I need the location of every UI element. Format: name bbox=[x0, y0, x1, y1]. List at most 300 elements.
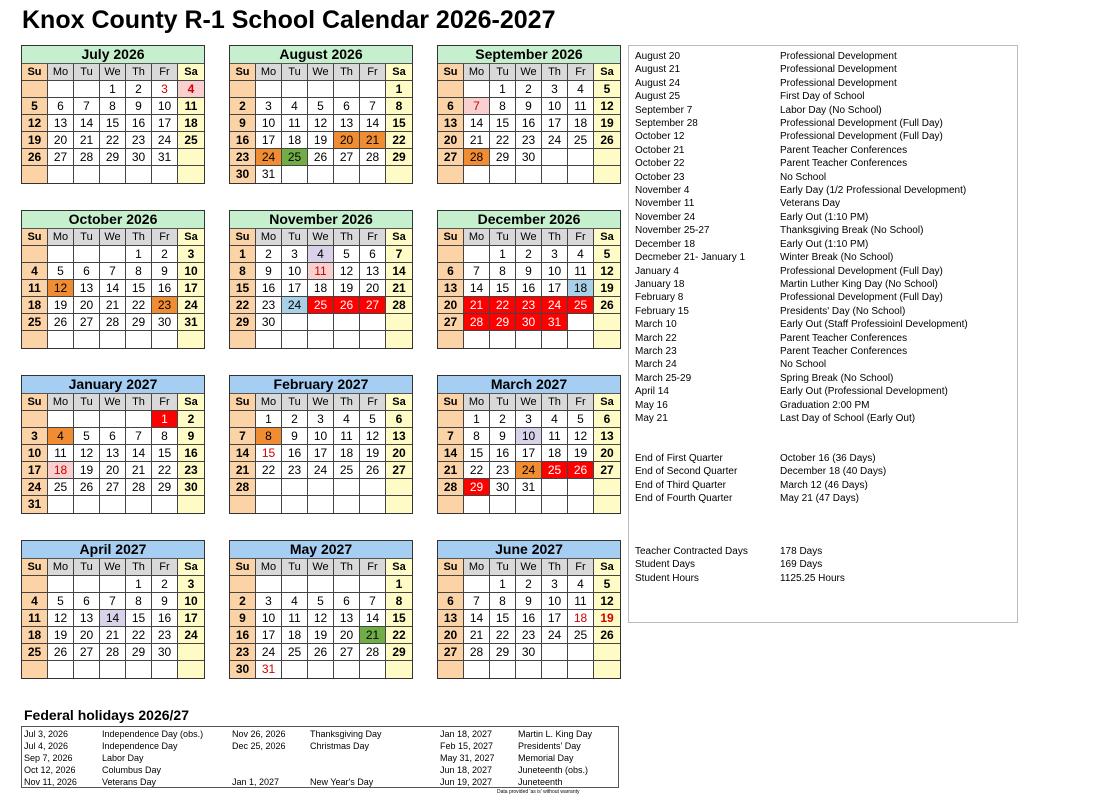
day-cell: 7 bbox=[386, 246, 412, 263]
day-cell: 12 bbox=[594, 593, 620, 610]
weekday-header: Fr bbox=[568, 394, 594, 411]
day-cell: 23 bbox=[230, 149, 256, 166]
empty-cell bbox=[48, 81, 74, 98]
empty-cell bbox=[334, 331, 360, 348]
day-cell: 4 bbox=[22, 593, 48, 610]
empty-cell bbox=[308, 314, 334, 331]
total-row: Student Days 169 Days bbox=[635, 559, 823, 571]
day-cell: 19 bbox=[594, 610, 620, 627]
empty-cell bbox=[308, 331, 334, 348]
day-cell: 12 bbox=[568, 428, 594, 445]
month-title: May 2027 bbox=[230, 541, 412, 559]
federal-holiday-name: Juneteenth bbox=[518, 777, 563, 787]
month-calendar bbox=[437, 540, 621, 679]
day-cell: 26 bbox=[308, 149, 334, 166]
empty-cell bbox=[542, 496, 568, 513]
weekday-header: Mo bbox=[256, 394, 282, 411]
day-cell: 15 bbox=[126, 280, 152, 297]
month-calendar bbox=[229, 540, 413, 679]
day-cell: 19 bbox=[360, 445, 386, 462]
day-cell: 17 bbox=[516, 445, 542, 462]
empty-cell bbox=[22, 81, 48, 98]
day-cell: 29 bbox=[152, 479, 178, 496]
weekday-header: Mo bbox=[48, 229, 74, 246]
month-calendar bbox=[21, 210, 205, 349]
day-cell: 13 bbox=[48, 115, 74, 132]
day-cell: 22 bbox=[230, 297, 256, 314]
day-cell: 1 bbox=[100, 81, 126, 98]
day-cell: 25 bbox=[22, 644, 48, 661]
day-cell: 3 bbox=[542, 81, 568, 98]
weekday-header: Su bbox=[438, 394, 464, 411]
day-cell: 26 bbox=[48, 644, 74, 661]
empty-cell bbox=[386, 479, 412, 496]
day-cell: 30 bbox=[230, 661, 256, 678]
empty-cell bbox=[230, 81, 256, 98]
day-cell: 8 bbox=[230, 263, 256, 280]
day-cell: 6 bbox=[100, 428, 126, 445]
day-cell: 16 bbox=[230, 627, 256, 644]
day-cell: 13 bbox=[360, 263, 386, 280]
day-cell: 27 bbox=[100, 479, 126, 496]
day-cell: 18 bbox=[334, 445, 360, 462]
day-cell: 8 bbox=[490, 263, 516, 280]
empty-cell bbox=[542, 331, 568, 348]
empty-cell bbox=[74, 661, 100, 678]
weekday-header: Th bbox=[542, 229, 568, 246]
weekday-header: Mo bbox=[48, 559, 74, 576]
day-cell: 31 bbox=[516, 479, 542, 496]
total-row: Student Hours 1125.25 Hours bbox=[635, 572, 845, 584]
weekday-header: Sa bbox=[594, 229, 620, 246]
day-cell: 4 bbox=[22, 263, 48, 280]
weekday-header: Tu bbox=[490, 559, 516, 576]
day-cell: 28 bbox=[464, 314, 490, 331]
day-cell: 15 bbox=[126, 610, 152, 627]
day-cell: 4 bbox=[542, 411, 568, 428]
month-calendar bbox=[229, 210, 413, 349]
empty-cell bbox=[152, 331, 178, 348]
weekday-header: Fr bbox=[360, 229, 386, 246]
weekday-header: Fr bbox=[152, 229, 178, 246]
day-cell: 7 bbox=[360, 593, 386, 610]
day-cell: 4 bbox=[282, 98, 308, 115]
day-cell: 2 bbox=[152, 246, 178, 263]
empty-cell bbox=[308, 576, 334, 593]
day-cell: 22 bbox=[152, 462, 178, 479]
day-cell: 4 bbox=[568, 576, 594, 593]
day-cell: 28 bbox=[360, 149, 386, 166]
day-cell: 25 bbox=[282, 149, 308, 166]
day-cell: 4 bbox=[568, 246, 594, 263]
day-cell: 11 bbox=[282, 115, 308, 132]
federal-holidays-table bbox=[21, 726, 619, 788]
weekday-header: Tu bbox=[74, 229, 100, 246]
month-calendar bbox=[21, 375, 205, 514]
day-cell: 18 bbox=[282, 627, 308, 644]
day-cell: 27 bbox=[74, 644, 100, 661]
day-cell: 31 bbox=[22, 496, 48, 513]
weekday-header: Th bbox=[542, 394, 568, 411]
weekday-header: We bbox=[308, 229, 334, 246]
weekday-header: Th bbox=[126, 64, 152, 81]
day-cell: 16 bbox=[490, 445, 516, 462]
empty-cell bbox=[464, 661, 490, 678]
day-cell: 28 bbox=[438, 479, 464, 496]
day-cell: 7 bbox=[464, 593, 490, 610]
month-calendar bbox=[21, 45, 205, 184]
day-cell: 27 bbox=[74, 314, 100, 331]
day-cell: 22 bbox=[490, 297, 516, 314]
day-cell: 10 bbox=[152, 98, 178, 115]
day-cell: 26 bbox=[22, 149, 48, 166]
empty-cell bbox=[360, 479, 386, 496]
day-cell: 1 bbox=[126, 246, 152, 263]
empty-cell bbox=[360, 314, 386, 331]
empty-cell bbox=[22, 411, 48, 428]
weekday-header: Sa bbox=[386, 229, 412, 246]
day-cell: 17 bbox=[178, 280, 204, 297]
day-cell: 15 bbox=[386, 115, 412, 132]
empty-cell bbox=[568, 479, 594, 496]
weekday-header: Tu bbox=[74, 64, 100, 81]
day-cell: 13 bbox=[334, 610, 360, 627]
month-title: January 2027 bbox=[22, 376, 204, 394]
weekday-header: Sa bbox=[386, 559, 412, 576]
day-cell: 22 bbox=[256, 462, 282, 479]
event-row: August 20 Professional Development bbox=[635, 51, 897, 62]
empty-cell bbox=[178, 496, 204, 513]
day-cell: 5 bbox=[594, 576, 620, 593]
federal-holiday-name: Labor Day bbox=[102, 753, 144, 763]
day-cell: 17 bbox=[22, 462, 48, 479]
empty-cell bbox=[282, 331, 308, 348]
day-cell: 9 bbox=[230, 610, 256, 627]
day-cell: 9 bbox=[256, 263, 282, 280]
day-cell: 10 bbox=[542, 98, 568, 115]
day-cell: 26 bbox=[594, 627, 620, 644]
day-cell: 30 bbox=[256, 314, 282, 331]
day-cell: 14 bbox=[464, 610, 490, 627]
day-cell: 23 bbox=[178, 462, 204, 479]
day-cell: 1 bbox=[386, 576, 412, 593]
day-cell: 16 bbox=[516, 610, 542, 627]
empty-cell bbox=[22, 576, 48, 593]
weekday-header: Mo bbox=[464, 559, 490, 576]
empty-cell bbox=[48, 246, 74, 263]
day-cell: 19 bbox=[308, 627, 334, 644]
empty-cell bbox=[22, 331, 48, 348]
empty-cell bbox=[594, 496, 620, 513]
day-cell: 8 bbox=[386, 593, 412, 610]
empty-cell bbox=[360, 661, 386, 678]
day-cell: 24 bbox=[256, 149, 282, 166]
day-cell: 13 bbox=[594, 428, 620, 445]
weekday-header: Sa bbox=[594, 64, 620, 81]
day-cell: 1 bbox=[490, 576, 516, 593]
day-cell: 26 bbox=[334, 297, 360, 314]
weekday-header: We bbox=[516, 229, 542, 246]
day-cell: 5 bbox=[48, 593, 74, 610]
month-title: December 2026 bbox=[438, 211, 620, 229]
empty-cell bbox=[542, 166, 568, 183]
weekday-header: Fr bbox=[568, 64, 594, 81]
empty-cell bbox=[594, 314, 620, 331]
day-cell: 8 bbox=[490, 593, 516, 610]
weekday-header: Sa bbox=[386, 64, 412, 81]
weekday-header: Mo bbox=[48, 394, 74, 411]
empty-cell bbox=[74, 411, 100, 428]
day-cell: 25 bbox=[22, 314, 48, 331]
day-cell: 2 bbox=[256, 246, 282, 263]
day-cell: 26 bbox=[568, 462, 594, 479]
day-cell: 7 bbox=[126, 428, 152, 445]
empty-cell bbox=[256, 479, 282, 496]
day-cell: 14 bbox=[386, 263, 412, 280]
day-cell: 7 bbox=[464, 98, 490, 115]
empty-cell bbox=[308, 479, 334, 496]
empty-cell bbox=[256, 81, 282, 98]
day-cell: 1 bbox=[464, 411, 490, 428]
day-cell: 20 bbox=[334, 627, 360, 644]
day-cell: 20 bbox=[74, 297, 100, 314]
day-cell: 22 bbox=[126, 297, 152, 314]
empty-cell bbox=[256, 496, 282, 513]
event-row: November 25-27 Thanksgiving Break (No School) bbox=[635, 225, 924, 237]
day-cell: 22 bbox=[100, 132, 126, 149]
day-cell: 26 bbox=[594, 132, 620, 149]
day-cell: 9 bbox=[516, 98, 542, 115]
federal-holiday-name: Independence Day (obs.) bbox=[102, 729, 204, 739]
empty-cell bbox=[386, 331, 412, 348]
empty-cell bbox=[74, 496, 100, 513]
day-cell: 11 bbox=[542, 428, 568, 445]
empty-cell bbox=[568, 166, 594, 183]
day-cell: 15 bbox=[490, 610, 516, 627]
day-cell: 26 bbox=[48, 314, 74, 331]
day-cell: 22 bbox=[126, 627, 152, 644]
weekday-header: Tu bbox=[282, 64, 308, 81]
event-row: February 15 Presidents' Day (No School) bbox=[635, 305, 906, 317]
empty-cell bbox=[178, 166, 204, 183]
day-cell: 24 bbox=[282, 297, 308, 314]
events-panel bbox=[628, 45, 1018, 623]
federal-holiday-date: Feb 15, 2027 bbox=[440, 741, 494, 751]
day-cell: 21 bbox=[386, 280, 412, 297]
empty-cell bbox=[360, 496, 386, 513]
day-cell: 24 bbox=[256, 644, 282, 661]
day-cell: 11 bbox=[178, 98, 204, 115]
day-cell: 18 bbox=[568, 610, 594, 627]
day-cell: 4 bbox=[178, 81, 204, 98]
day-cell: 10 bbox=[516, 428, 542, 445]
weekday-header: We bbox=[308, 64, 334, 81]
day-cell: 20 bbox=[594, 445, 620, 462]
day-cell: 16 bbox=[178, 445, 204, 462]
empty-cell bbox=[516, 496, 542, 513]
day-cell: 30 bbox=[178, 479, 204, 496]
day-cell: 16 bbox=[282, 445, 308, 462]
empty-cell bbox=[48, 661, 74, 678]
empty-cell bbox=[464, 166, 490, 183]
empty-cell bbox=[386, 661, 412, 678]
day-cell: 6 bbox=[48, 98, 74, 115]
empty-cell bbox=[594, 661, 620, 678]
day-cell: 11 bbox=[22, 280, 48, 297]
federal-holiday-date: Nov 11, 2026 bbox=[24, 777, 77, 787]
empty-cell bbox=[152, 166, 178, 183]
empty-cell bbox=[48, 576, 74, 593]
federal-holiday-date: Jul 4, 2026 bbox=[24, 741, 69, 751]
day-cell: 20 bbox=[100, 462, 126, 479]
day-cell: 3 bbox=[152, 81, 178, 98]
month-calendar bbox=[229, 375, 413, 514]
weekday-header: Th bbox=[542, 559, 568, 576]
day-cell: 12 bbox=[594, 98, 620, 115]
day-cell: 3 bbox=[178, 576, 204, 593]
empty-cell bbox=[230, 331, 256, 348]
empty-cell bbox=[490, 166, 516, 183]
day-cell: 5 bbox=[334, 246, 360, 263]
empty-cell bbox=[152, 496, 178, 513]
day-cell: 30 bbox=[152, 314, 178, 331]
day-cell: 15 bbox=[256, 445, 282, 462]
weekday-header: Su bbox=[230, 559, 256, 576]
day-cell: 19 bbox=[594, 115, 620, 132]
weekday-header: Th bbox=[126, 394, 152, 411]
event-row: Decmeber 21- January 1 Winter Break (No School) bbox=[635, 252, 894, 264]
weekday-header: Su bbox=[438, 559, 464, 576]
day-cell: 6 bbox=[594, 411, 620, 428]
weekday-header: Fr bbox=[152, 559, 178, 576]
day-cell: 3 bbox=[22, 428, 48, 445]
empty-cell bbox=[334, 314, 360, 331]
day-cell: 18 bbox=[22, 627, 48, 644]
weekday-header: Su bbox=[438, 64, 464, 81]
empty-cell bbox=[308, 496, 334, 513]
event-row: May 16 Graduation 2:00 PM bbox=[635, 399, 870, 411]
empty-cell bbox=[74, 331, 100, 348]
empty-cell bbox=[594, 479, 620, 496]
empty-cell bbox=[386, 166, 412, 183]
day-cell: 5 bbox=[308, 593, 334, 610]
empty-cell bbox=[568, 661, 594, 678]
day-cell: 17 bbox=[542, 280, 568, 297]
day-cell: 28 bbox=[126, 479, 152, 496]
empty-cell bbox=[22, 246, 48, 263]
empty-cell bbox=[282, 576, 308, 593]
empty-cell bbox=[22, 661, 48, 678]
day-cell: 14 bbox=[100, 280, 126, 297]
day-cell: 28 bbox=[74, 149, 100, 166]
weekday-header: Su bbox=[230, 394, 256, 411]
day-cell: 2 bbox=[230, 98, 256, 115]
day-cell: 27 bbox=[438, 644, 464, 661]
empty-cell bbox=[568, 331, 594, 348]
day-cell: 6 bbox=[334, 98, 360, 115]
day-cell: 20 bbox=[74, 627, 100, 644]
federal-holiday-name: Presidents' Day bbox=[518, 741, 581, 751]
day-cell: 27 bbox=[48, 149, 74, 166]
day-cell: 2 bbox=[178, 411, 204, 428]
weekday-header: Tu bbox=[490, 394, 516, 411]
empty-cell bbox=[100, 246, 126, 263]
event-row: March 22 Parent Teacher Conferences bbox=[635, 332, 908, 344]
day-cell: 14 bbox=[74, 115, 100, 132]
page-title: Knox County R-1 School Calendar 2026-2027 bbox=[22, 6, 556, 34]
weekday-header: Su bbox=[230, 64, 256, 81]
day-cell: 2 bbox=[282, 411, 308, 428]
empty-cell bbox=[568, 149, 594, 166]
day-cell: 11 bbox=[568, 593, 594, 610]
day-cell: 3 bbox=[516, 411, 542, 428]
day-cell: 3 bbox=[308, 411, 334, 428]
federal-holiday-name: Thanksgiving Day bbox=[310, 729, 382, 739]
empty-cell bbox=[282, 81, 308, 98]
federal-holiday-name: Martin L. King Day bbox=[518, 729, 593, 739]
day-cell: 10 bbox=[542, 593, 568, 610]
day-cell: 29 bbox=[490, 314, 516, 331]
weekday-header: Su bbox=[22, 229, 48, 246]
day-cell: 3 bbox=[178, 246, 204, 263]
day-cell: 25 bbox=[48, 479, 74, 496]
day-cell: 11 bbox=[308, 263, 334, 280]
day-cell: 7 bbox=[74, 98, 100, 115]
empty-cell bbox=[594, 149, 620, 166]
weekday-header: Fr bbox=[152, 64, 178, 81]
day-cell: 8 bbox=[126, 593, 152, 610]
day-cell: 14 bbox=[100, 610, 126, 627]
day-cell: 17 bbox=[152, 115, 178, 132]
federal-holiday-date: Jun 18, 2027 bbox=[440, 765, 493, 775]
event-row: February 8 Professional Development (Full Day) bbox=[635, 292, 943, 304]
day-cell: 21 bbox=[100, 297, 126, 314]
weekday-header: Tu bbox=[282, 229, 308, 246]
day-cell: 21 bbox=[438, 462, 464, 479]
empty-cell bbox=[126, 166, 152, 183]
event-row: March 24 No School bbox=[635, 359, 827, 371]
day-cell: 21 bbox=[100, 627, 126, 644]
month-title: August 2026 bbox=[230, 46, 412, 64]
empty-cell bbox=[334, 576, 360, 593]
empty-cell bbox=[230, 411, 256, 428]
day-cell: 19 bbox=[48, 627, 74, 644]
day-cell: 8 bbox=[464, 428, 490, 445]
day-cell: 7 bbox=[100, 263, 126, 280]
day-cell: 5 bbox=[360, 411, 386, 428]
day-cell: 18 bbox=[22, 297, 48, 314]
day-cell: 17 bbox=[256, 132, 282, 149]
empty-cell bbox=[74, 246, 100, 263]
day-cell: 5 bbox=[48, 263, 74, 280]
day-cell: 7 bbox=[230, 428, 256, 445]
day-cell: 12 bbox=[594, 263, 620, 280]
weekday-header: Fr bbox=[360, 64, 386, 81]
day-cell: 6 bbox=[74, 263, 100, 280]
day-cell: 4 bbox=[334, 411, 360, 428]
day-cell: 2 bbox=[126, 81, 152, 98]
day-cell: 6 bbox=[438, 263, 464, 280]
day-cell: 18 bbox=[308, 280, 334, 297]
day-cell: 6 bbox=[438, 593, 464, 610]
empty-cell bbox=[542, 661, 568, 678]
federal-holiday-name: Independence Day bbox=[102, 741, 178, 751]
empty-cell bbox=[74, 576, 100, 593]
weekday-header: We bbox=[516, 559, 542, 576]
federal-holiday-name: Columbus Day bbox=[102, 765, 162, 775]
empty-cell bbox=[490, 661, 516, 678]
federal-holiday-date: Nov 26, 2026 bbox=[232, 729, 286, 739]
